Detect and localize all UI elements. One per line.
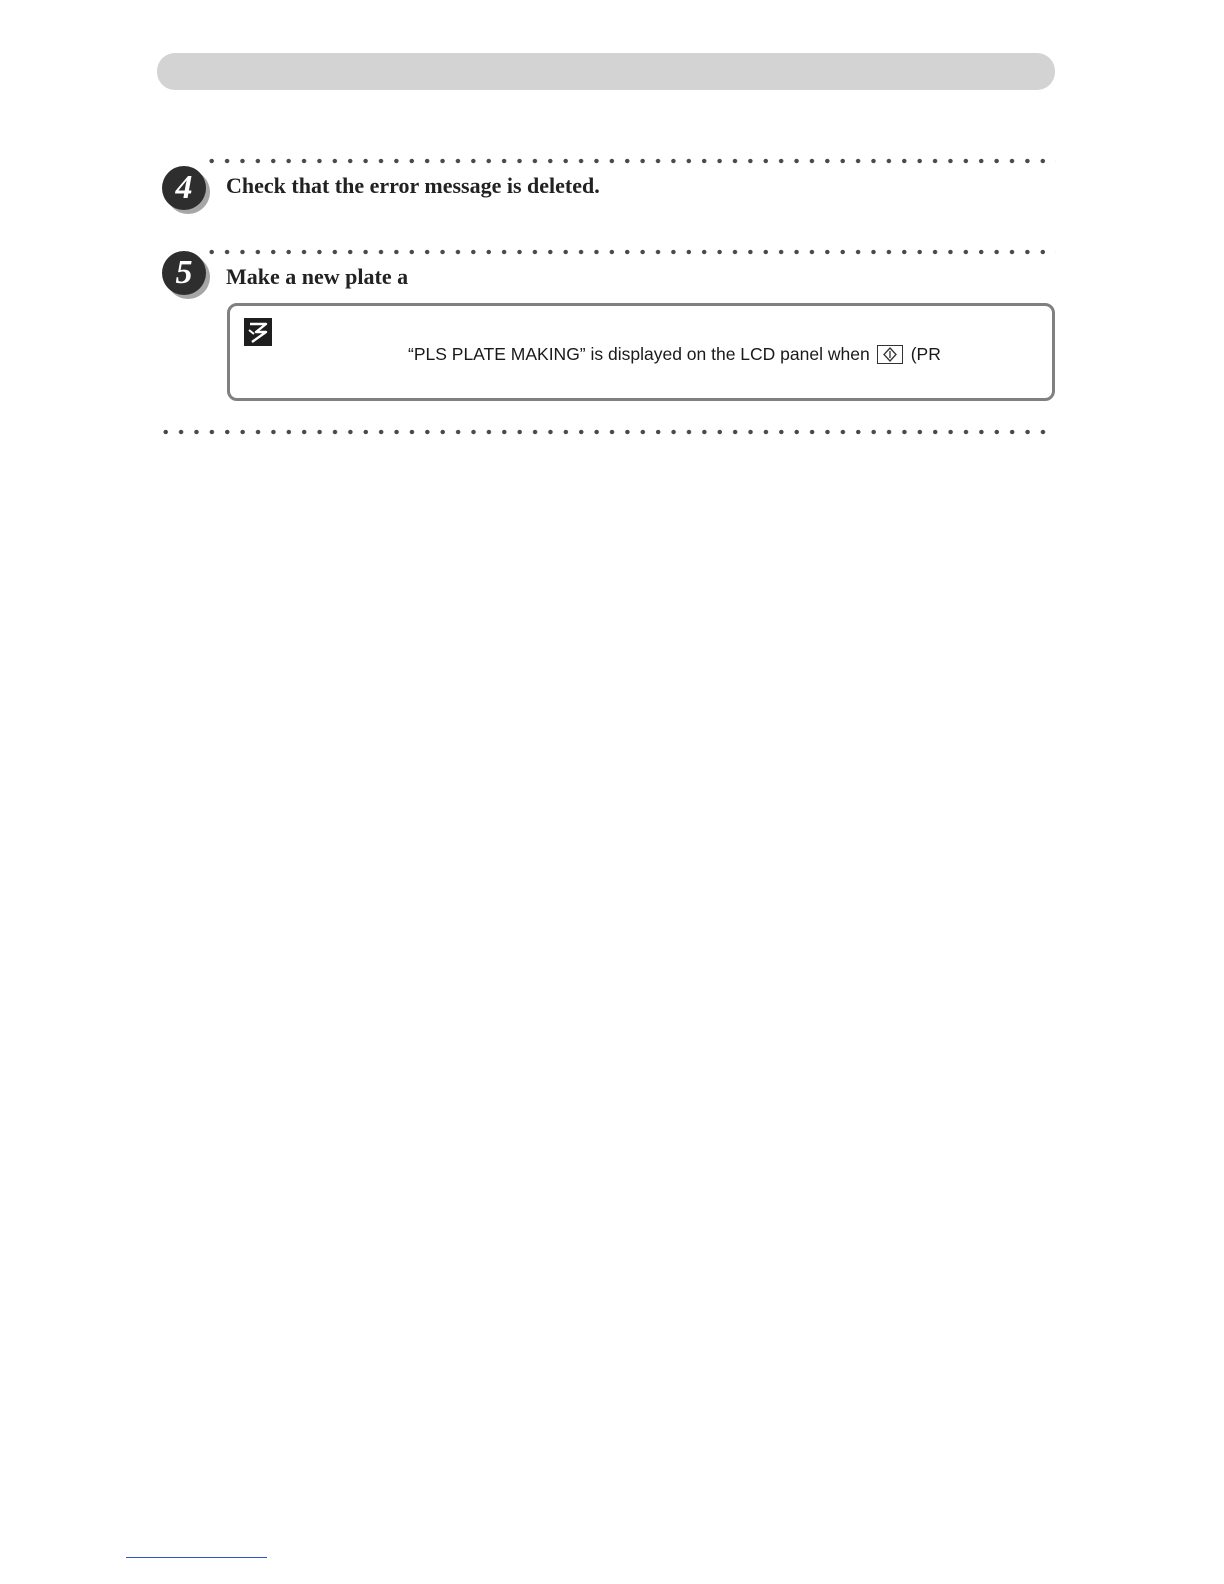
- dotted-separator-step-4: [204, 158, 1056, 164]
- note-text-after-key: (PR: [910, 344, 941, 364]
- important-note-icon: [244, 318, 272, 346]
- note-text: [408, 344, 941, 365]
- step-5-title: Make a new plate a: [226, 264, 409, 289]
- start-key-icon: [877, 345, 903, 364]
- section-header-bar: [157, 53, 1055, 90]
- note-box: [227, 303, 1055, 401]
- footer-link-underline[interactable]: [126, 1557, 267, 1558]
- step-number: 5: [162, 251, 206, 295]
- step-number: 4: [162, 166, 206, 210]
- step-4-title: Check that the error message is deleted.: [226, 173, 600, 198]
- dotted-separator-step-5: [204, 249, 1056, 255]
- dotted-separator-bottom: [158, 429, 1056, 435]
- step-4-badge: [162, 166, 210, 214]
- note-text-before-key: “PLS PLATE MAKING” is displayed on the LCD panel when: [408, 344, 870, 364]
- step-5-badge: [162, 251, 210, 299]
